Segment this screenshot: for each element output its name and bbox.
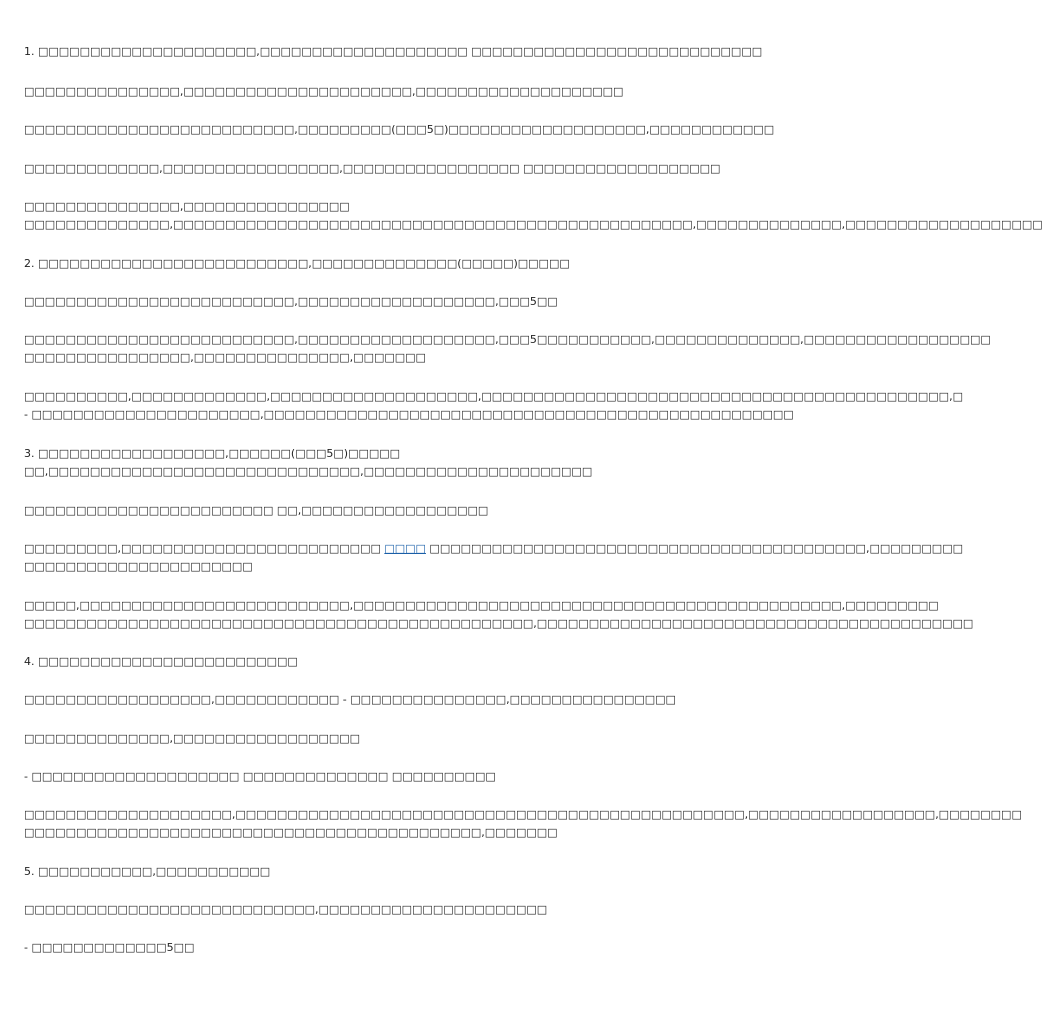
text-line: □□□□□□□□□□,□□□□□□□□□□□□□,□□□□□□□□□□□□□□□□□□□□,□□□□□□□□□□□□□□□□□□□□□□□□□□□□□□□□□□□□□□□□□□□□□,□ xyxy=(24,390,963,403)
text-line: □□□□□□□□□□□□□□□□□□□□□□□□□□,□□□□□□□□□□□□□□□□□□□,□□□5□□ xyxy=(24,295,558,308)
text-line: □□□□□□□□□□□□□□□□□□□□□□□□□□,□□□□□□□□□(□□□5□)□□□□□□□□□□□□□□□□□□□,□□□□□□□□□□□□ xyxy=(24,123,775,136)
paragraph-15 xyxy=(24,691,696,709)
text-line: □□□□□□□□□□□□□□□□□□□□□□□□□□□□,□□□□□□□□□□□□□□□□□□□□□□ xyxy=(24,903,548,916)
text-line: - □□□□□□□□□□□□□□□□□□□□□□,□□□□□□□□□□□□□□□□□□□□□□□□□□□□□□□□□□□□□□□□□□□□□□□□□□□ xyxy=(24,408,794,421)
paragraph-19 xyxy=(24,863,696,881)
text-line xyxy=(24,540,963,558)
text-line: □□□□□□□□□□□□□□□,□□□□□□□□□□□□□□□□□□□□□□,□□□□□□□□□□□□□□□□□□□□ xyxy=(24,85,624,98)
inline-link[interactable]: □□□□ xyxy=(384,542,426,555)
paragraph-9 xyxy=(24,388,963,424)
text-line: - □□□□□□□□□□□□□□□□□□□□ □□□□□□□□□□□□□□ □□□□□□□□□□ xyxy=(24,770,496,783)
text-line: □□□□□,□□□□□□□□□□□□□□□□□□□□□□□□□□,□□□□□□□□□□□□□□□□□□□□□□□□□□□□□□□□□□□□□□□□□□□□□□□,□□□□□□□□□ xyxy=(24,599,939,612)
text-line: 4. □□□□□□□□□□□□□□□□□□□□□□□□□ xyxy=(24,655,298,668)
paragraph-20 xyxy=(24,901,696,919)
paragraph-3 xyxy=(24,121,775,139)
text-line: □□□□□□□□□□□□□□□□□□□□□□ xyxy=(24,560,253,573)
text-span: □□□□□□□□□□□□□□□□□□□□□□□□□□□□□□□□□□□□□□□□□□,□□□□□□□□□ xyxy=(425,542,963,555)
text-span: □□□□□□□□□,□□□□□□□□□□□□□□□□□□□□□□□□□ xyxy=(24,542,385,555)
text-line: □□□□□□□□□□□□□,□□□□□□□□□□□□□□□□□,□□□□□□□□□□□□□□□□□ □□□□□□□□□□□□□□□□□□□ xyxy=(24,162,721,175)
paragraph-14 xyxy=(24,653,696,671)
text-line: □□□□□□□□□□□□□□□□□□□□□□□□□□□□□□□□□□□□□□□□□□□□,□□□□□□□ xyxy=(24,826,558,839)
text-line: 2. □□□□□□□□□□□□□□□□□□□□□□□□□□,□□□□□□□□□□□□□□(□□□□□)□□□□□ xyxy=(24,257,570,270)
paragraph-2 xyxy=(24,83,696,101)
text-line: □□□□□□□□□□□□□□□,□□□□□□□□□□□□□□□□ xyxy=(24,200,350,213)
paragraph-7 xyxy=(24,293,696,311)
text-line: □□,□□□□□□□□□□□□□□□□□□□□□□□□□□□□□□,□□□□□□□□□□□□□□□□□□□□□□ xyxy=(24,465,593,478)
paragraph-21 xyxy=(24,939,696,957)
paragraph-8 xyxy=(24,331,991,367)
text-line: □□□□□□□□□□□□□□,□□□□□□□□□□□□□□□□□□ xyxy=(24,732,361,745)
paragraph-10 xyxy=(24,445,696,481)
text-line: □□□□□□□□□□□□□□□□□□□□□□□□□□□□□□□□□□□□□□□□□□□□□□□□□,□□□□□□□□□□□□□□□□□□□□□□□□□□□□□□□□□□□□□□□□□□ xyxy=(24,617,974,630)
text-line: □□□□□□□□□□□□□□,□□□□□□□□□□□□□□□□□□□□□□□□□□□□□□□□□□□□□□□□□□□□□□□□□□,□□□□□□□□□□□□□□,□□□□□□□□□□□□□□□□□□□ xyxy=(24,218,1043,231)
text-line: □□□□□□□□□□□□□□□□□□□□□□□□ □□,□□□□□□□□□□□□□□□□□□ xyxy=(24,504,489,517)
paragraph-13 xyxy=(24,597,974,633)
paragraph-12 xyxy=(24,540,963,576)
text-line: □□□□□□□□□□□□□□□□□□,□□□□□□□□□□□□ - □□□□□□□□□□□□□□□,□□□□□□□□□□□□□□□□ xyxy=(24,693,676,706)
paragraph-1 xyxy=(24,43,763,61)
paragraph-17 xyxy=(24,768,696,786)
text-line: 5. □□□□□□□□□□□,□□□□□□□□□□□ xyxy=(24,865,271,878)
paragraph-4 xyxy=(24,160,721,178)
paragraph-5 xyxy=(24,198,1043,234)
text-line: 1. □□□□□□□□□□□□□□□□□□□□□,□□□□□□□□□□□□□□□□□□□□ □□□□□□□□□□□□□□□□□□□□□□□□□□□□ xyxy=(24,45,763,58)
text-line: 3. □□□□□□□□□□□□□□□□□□,□□□□□□(□□□5□)□□□□□ xyxy=(24,447,401,460)
paragraph-18 xyxy=(24,806,1022,842)
paragraph-6 xyxy=(24,255,696,273)
text-line: - □□□□□□□□□□□□□5□□ xyxy=(24,941,195,954)
paragraph-11 xyxy=(24,502,696,520)
text-line: □□□□□□□□□□□□□□□□,□□□□□□□□□□□□□□□,□□□□□□□ xyxy=(24,351,426,364)
paragraph-16 xyxy=(24,730,696,748)
text-line: □□□□□□□□□□□□□□□□□□□□,□□□□□□□□□□□□□□□□□□□□□□□□□□□□□□□□□□□□□□□□□□□□□□□□□,□□□□□□□□□□□□□□□□□□,□□□□□□□□ xyxy=(24,808,1022,821)
text-line: □□□□□□□□□□□□□□□□□□□□□□□□□□,□□□□□□□□□□□□□□□□□□□,□□□5□□□□□□□□□□□,□□□□□□□□□□□□□□,□□□□□□□□□□□□□□□□□□ xyxy=(24,333,991,346)
